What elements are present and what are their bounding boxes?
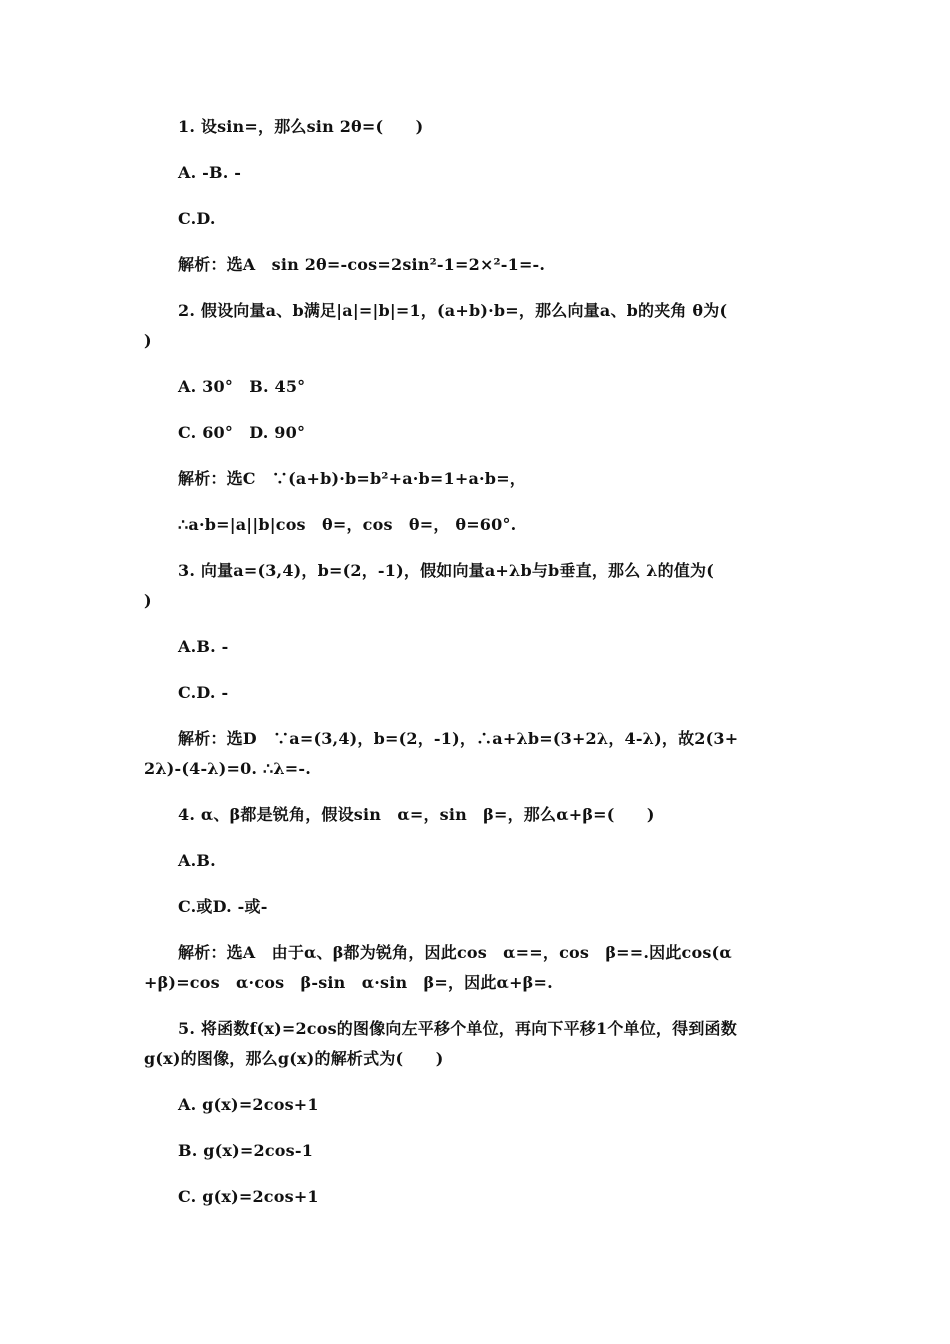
q5-option-b: B. g(x)=2cos-1 [178,1141,314,1160]
q3-options-ab: A.B. - [178,637,229,656]
q4-options-ab: A.B. [178,851,216,870]
q3-stem-continued: ) [144,591,152,610]
q2-stem-continued: ) [144,331,152,350]
q2-options-cd: C. 60° D. 90° [178,423,306,442]
q5-stem: 5. 将函数f(x)=2cos的图像向左平移个单位，再向下平移1个单位，得到函数 [178,1019,737,1038]
q4-solution-continued: +β)=cos α·cos β-sin α·sin β=，因此α+β=. [144,973,553,992]
q5-option-a: A. g(x)=2cos+1 [178,1095,319,1114]
q3-solution: 解析：选D ∵a=(3,4)，b=(2，-1)，∴a+λb=(3+2λ，4-λ)，故2(3+ [178,729,739,748]
q2-solution-continued: ∴a·b=|a||b|cos θ=，cos θ=， θ=60°. [178,515,517,534]
q4-solution: 解析：选A 由于α、β都为锐角，因此cos α==，cos β==.因此cos(α [178,943,732,962]
q5-stem-continued: g(x)的图像，那么g(x)的解析式为( ) [144,1049,444,1068]
q4-stem: 4. α、β都是锐角，假设sin α=，sin β=，那么α+β=( ) [178,805,655,824]
q3-options-cd: C.D. - [178,683,229,702]
q5-option-c: C. g(x)=2cos+1 [178,1187,319,1206]
q1-solution: 解析：选A sin 2θ=-cos=2sin²-1=2×²-1=-. [178,255,546,274]
q2-options-ab: A. 30° B. 45° [178,377,306,396]
q2-stem: 2. 假设向量a、b满足|a|=|b|=1，(a+b)·b=，那么向量a、b的夹角 θ为( [178,301,728,320]
q1-stem: 1. 设sin=，那么sin 2θ=( ) [178,117,424,136]
q4-options-cd: C.或D. -或- [178,897,268,916]
q2-solution: 解析：选C ∵(a+b)·b=b²+a·b=1+a·b=， [178,469,527,488]
q3-stem: 3. 向量a=(3,4)，b=(2，-1)，假如向量a+λb与b垂直，那么 λ的值为( [178,561,714,580]
q1-options-cd: C.D. [178,209,216,228]
q1-options-ab: A. -B. - [178,163,242,182]
q3-solution-continued: 2λ)-(4-λ)=0. ∴λ=-. [144,759,311,778]
